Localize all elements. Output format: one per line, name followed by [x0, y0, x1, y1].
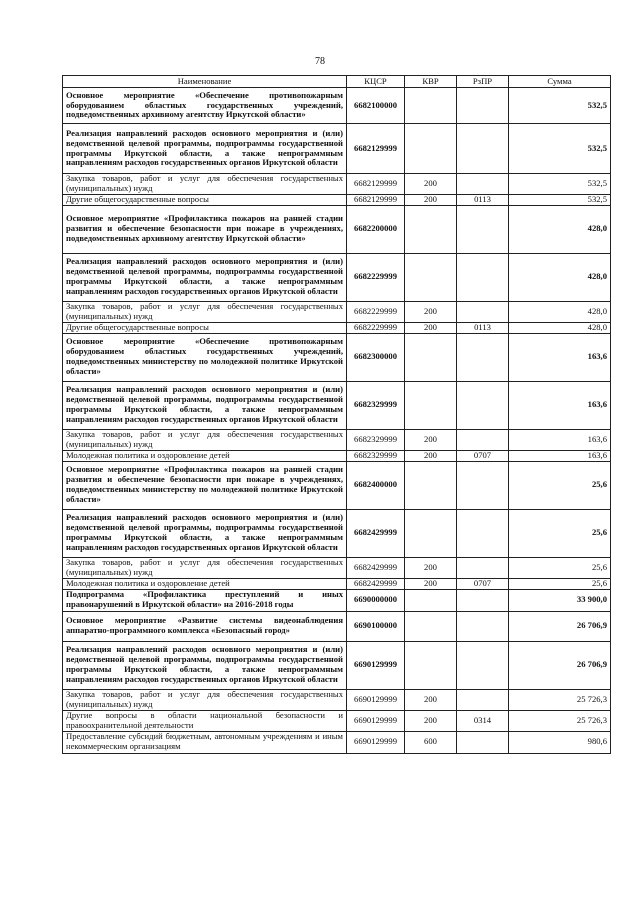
page-number: 78	[315, 56, 325, 67]
cell-kcsr: 6682200000	[347, 205, 405, 253]
header-kcsr: КЦСР	[347, 76, 405, 88]
cell-sum: 25,6	[509, 509, 611, 557]
cell-kcsr: 6682329999	[347, 381, 405, 429]
cell-name: Другие вопросы в области национальной безопасности и правоохранительной деятельности	[63, 710, 347, 731]
cell-name: Реализация направлений расходов основного мероприятия и (или) ведомственной целевой программы, подпрограммы государственной программы Иркутской области, а также непрограммным направлениям расходов государственных органов Иркутской области	[63, 253, 347, 301]
cell-name: Закупка товаров, работ и услуг для обеспечения государственных (муниципальных) нужд	[63, 557, 347, 578]
cell-sum: 25,6	[509, 461, 611, 509]
table-row	[63, 88, 611, 124]
cell-kvr: 600	[405, 731, 457, 753]
cell-kcsr: 6682429999	[347, 578, 405, 589]
cell-kcsr: 6682400000	[347, 461, 405, 509]
cell-kvr: 200	[405, 322, 457, 333]
cell-kvr: 200	[405, 557, 457, 578]
cell-kcsr: 6682229999	[347, 253, 405, 301]
cell-rzpr	[457, 205, 509, 253]
table-row	[63, 194, 611, 205]
cell-rzpr	[457, 88, 509, 124]
header-kvr: КВР	[405, 76, 457, 88]
cell-name: Основное мероприятие «Профилактика пожаров на ранней стадии развития и обеспечение безопасности при пожаре в учреждениях, подведомственных архивному агентству Иркутской области»	[63, 205, 347, 253]
cell-kcsr: 6682129999	[347, 124, 405, 174]
cell-name: Молодежная политика и оздоровление детей	[63, 450, 347, 461]
cell-sum: 532,5	[509, 124, 611, 174]
cell-name: Реализация направлений расходов основного мероприятия и (или) ведомственной целевой программы, подпрограммы государственной программы Иркутской области, а также непрограммным направлениям расходов государственных органов Иркутской области	[63, 641, 347, 689]
cell-kvr	[405, 461, 457, 509]
cell-sum: 428,0	[509, 301, 611, 322]
cell-sum: 26 706,9	[509, 641, 611, 689]
cell-sum: 163,6	[509, 333, 611, 381]
cell-kcsr: 6682429999	[347, 557, 405, 578]
cell-name: Другие общегосударственные вопросы	[63, 322, 347, 333]
cell-kcsr: 6682429999	[347, 509, 405, 557]
header-sum: Сумма	[509, 76, 611, 88]
cell-kcsr: 6682300000	[347, 333, 405, 381]
cell-name: Основное мероприятие «Обеспечение противопожарным оборудованием областных государственных учреждений, подведомственных архивному агентству Иркутской области»	[63, 88, 347, 124]
cell-kvr: 200	[405, 450, 457, 461]
cell-kvr	[405, 124, 457, 174]
cell-kvr	[405, 333, 457, 381]
cell-rzpr: 0707	[457, 578, 509, 589]
cell-rzpr	[457, 381, 509, 429]
cell-rzpr	[457, 731, 509, 753]
cell-sum: 532,5	[509, 174, 611, 195]
table-row	[63, 689, 611, 710]
cell-rzpr	[457, 301, 509, 322]
cell-name: Закупка товаров, работ и услуг для обеспечения государственных (муниципальных) нужд	[63, 689, 347, 710]
cell-sum: 532,5	[509, 194, 611, 205]
budget-table	[62, 75, 611, 754]
cell-kvr	[405, 589, 457, 611]
cell-kvr	[405, 509, 457, 557]
cell-name: Подпрограмма «Профилактика преступлений и иных правонарушений в Иркутской области» на 2016-2018 годы	[63, 589, 347, 611]
cell-kcsr: 6690129999	[347, 731, 405, 753]
header-rzpr: РзПР	[457, 76, 509, 88]
cell-kcsr: 6682129999	[347, 194, 405, 205]
table-row	[63, 589, 611, 611]
table-row	[63, 731, 611, 753]
cell-kcsr: 6690000000	[347, 589, 405, 611]
table-row	[63, 301, 611, 322]
cell-name: Предоставление субсидий бюджетным, автономным учреждениям и иным некоммерческим организациям	[63, 731, 347, 753]
cell-sum: 33 900,0	[509, 589, 611, 611]
cell-rzpr: 0113	[457, 194, 509, 205]
table-row	[63, 124, 611, 174]
cell-rzpr	[457, 611, 509, 641]
cell-kvr	[405, 381, 457, 429]
cell-rzpr	[457, 461, 509, 509]
cell-kcsr: 6682329999	[347, 450, 405, 461]
table-row	[63, 253, 611, 301]
cell-sum: 428,0	[509, 205, 611, 253]
table-row	[63, 333, 611, 381]
cell-kvr	[405, 253, 457, 301]
cell-rzpr	[457, 333, 509, 381]
cell-rzpr	[457, 689, 509, 710]
cell-rzpr	[457, 509, 509, 557]
table-row	[63, 205, 611, 253]
table-row	[63, 429, 611, 450]
cell-kcsr: 6690129999	[347, 641, 405, 689]
cell-kvr	[405, 88, 457, 124]
cell-name: Реализация направлений расходов основного мероприятия и (или) ведомственной целевой программы, подпрограммы государственной программы Иркутской области, а также непрограммным направлениям расходов государственных органов Иркутской области	[63, 381, 347, 429]
cell-name: Закупка товаров, работ и услуг для обеспечения государственных (муниципальных) нужд	[63, 301, 347, 322]
cell-sum: 163,6	[509, 450, 611, 461]
cell-name: Закупка товаров, работ и услуг для обеспечения государственных (муниципальных) нужд	[63, 429, 347, 450]
table-header-row	[63, 76, 611, 88]
cell-sum: 532,5	[509, 88, 611, 124]
table-row	[63, 578, 611, 589]
cell-sum: 26 706,9	[509, 611, 611, 641]
cell-kcsr: 6682129999	[347, 174, 405, 195]
table-row	[63, 710, 611, 731]
cell-rzpr	[457, 174, 509, 195]
cell-name: Основное мероприятие «Обеспечение противопожарным оборудованием областных государственных учреждений, подведомственных министерству по молодежной политике Иркутской области»	[63, 333, 347, 381]
cell-rzpr: 0113	[457, 322, 509, 333]
cell-name: Молодежная политика и оздоровление детей	[63, 578, 347, 589]
table-row	[63, 450, 611, 461]
table-row	[63, 461, 611, 509]
cell-rzpr	[457, 429, 509, 450]
cell-kcsr: 6682329999	[347, 429, 405, 450]
cell-kvr: 200	[405, 174, 457, 195]
cell-kcsr: 6682229999	[347, 322, 405, 333]
cell-kvr: 200	[405, 578, 457, 589]
cell-name: Реализация направлений расходов основного мероприятия и (или) ведомственной целевой программы, подпрограммы государственной программы Иркутской области, а также непрограммным направлениям расходов государственных органов Иркутской области	[63, 124, 347, 174]
table-row	[63, 174, 611, 195]
cell-kvr	[405, 611, 457, 641]
table-row	[63, 641, 611, 689]
table-row	[63, 611, 611, 641]
cell-sum: 980,6	[509, 731, 611, 753]
cell-kvr: 200	[405, 194, 457, 205]
cell-name: Основное мероприятие «Развитие системы видеонаблюдения аппаратно-программного комплекса «Безопасный город»	[63, 611, 347, 641]
cell-kcsr: 6682229999	[347, 301, 405, 322]
cell-name: Реализация направлений расходов основного мероприятия и (или) ведомственной целевой программы, подпрограммы государственной программы Иркутской области, а также непрограммным направлениям расходов государственных органов Иркутской области	[63, 509, 347, 557]
cell-sum: 25,6	[509, 557, 611, 578]
cell-kvr	[405, 205, 457, 253]
cell-name: Другие общегосударственные вопросы	[63, 194, 347, 205]
cell-name: Закупка товаров, работ и услуг для обеспечения государственных (муниципальных) нужд	[63, 174, 347, 195]
table-row	[63, 509, 611, 557]
cell-rzpr: 0707	[457, 450, 509, 461]
cell-sum: 428,0	[509, 322, 611, 333]
cell-kcsr: 6690100000	[347, 611, 405, 641]
cell-name: Основное мероприятие «Профилактика пожаров на ранней стадии развития и обеспечение безопасности при пожаре в учреждениях, подведомственных министерству по молодежной политике Иркутской области»	[63, 461, 347, 509]
cell-kvr: 200	[405, 429, 457, 450]
cell-kcsr: 6682100000	[347, 88, 405, 124]
cell-rzpr	[457, 589, 509, 611]
cell-sum: 25 726,3	[509, 689, 611, 710]
cell-kcsr: 6690129999	[347, 710, 405, 731]
cell-rzpr	[457, 124, 509, 174]
cell-sum: 25 726,3	[509, 710, 611, 731]
cell-kvr: 200	[405, 710, 457, 731]
cell-rzpr	[457, 253, 509, 301]
table-row	[63, 322, 611, 333]
cell-kcsr: 6690129999	[347, 689, 405, 710]
cell-rzpr	[457, 641, 509, 689]
cell-sum: 163,6	[509, 381, 611, 429]
cell-sum: 428,0	[509, 253, 611, 301]
table-row	[63, 381, 611, 429]
cell-kvr: 200	[405, 301, 457, 322]
cell-sum: 25,6	[509, 578, 611, 589]
cell-kvr	[405, 641, 457, 689]
header-name: Наименование	[63, 76, 347, 88]
cell-kvr: 200	[405, 689, 457, 710]
cell-rzpr: 0314	[457, 710, 509, 731]
cell-sum: 163,6	[509, 429, 611, 450]
table-row	[63, 557, 611, 578]
cell-rzpr	[457, 557, 509, 578]
